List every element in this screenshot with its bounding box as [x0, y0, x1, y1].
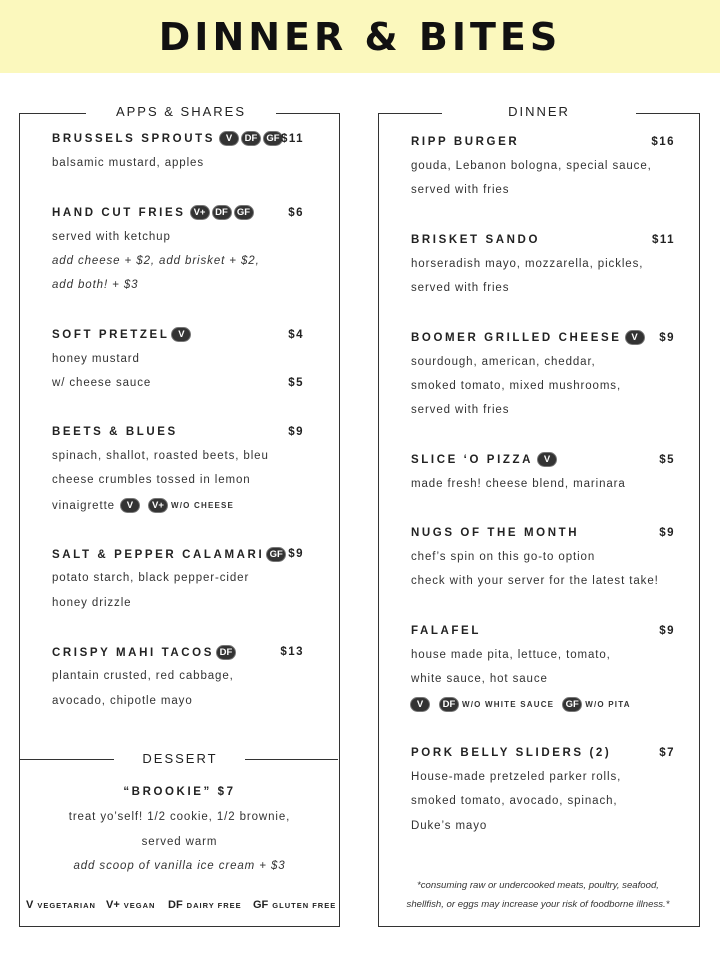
menu-item-name: RIPP BURGER — [411, 136, 520, 148]
menu-item-name: NUGS OF THE MONTH — [411, 527, 580, 539]
menu-item-desc: served with fries — [411, 184, 510, 196]
apps-title: APPS & SHARES — [115, 104, 247, 119]
vegetarian-badge: V — [410, 697, 430, 712]
menu-item-name: BOOMER GRILLED CHEESE V — [411, 330, 645, 345]
legend-gluten-free: GF GLUTEN FREE — [253, 899, 337, 911]
dinner-title: DINNER — [508, 104, 570, 119]
menu-item-price: $7 — [659, 747, 675, 759]
menu-item-desc: check with your server for the latest take! — [411, 575, 659, 587]
menu-item-name: FALAFEL — [411, 625, 481, 637]
vegan-badge: V+ — [148, 498, 168, 513]
menu-item-desc: honey mustard — [52, 353, 140, 365]
menu-item-desc: horseradish mayo, mozzarella, pickles, — [411, 258, 644, 270]
menu-item-name: BEETS & BLUES — [52, 426, 178, 438]
menu-item-name: SOFT PRETZEL V — [52, 327, 191, 342]
menu-item-price: $4 — [288, 329, 304, 341]
dessert-addon: add scoop of vanilla ice cream + $3 — [73, 860, 286, 872]
menu-item-desc: sourdough, american, cheddar, — [411, 356, 596, 368]
vegetarian-badge: V — [120, 498, 140, 513]
menu-item-desc: house made pita, lettuce, tomato, — [411, 649, 611, 661]
falafel-diet-options — [408, 697, 631, 712]
gluten-free-badge: GF — [263, 131, 283, 146]
menu-item-desc: made fresh! cheese blend, marinara — [411, 478, 626, 490]
dairy-free-badge: DF — [216, 645, 236, 660]
dessert-line-right — [245, 759, 338, 760]
menu-item-desc: spinach, shallot, roasted beets, bleu — [52, 450, 269, 462]
menu-item-desc: w/ cheese sauce — [52, 377, 152, 389]
food-safety-notice: shellfish, or eggs may increase your risk of foodborne illness.* — [406, 899, 670, 910]
diet-note: W/O PITA — [585, 700, 631, 709]
menu-item-desc: gouda, Lebanon bologna, special sauce, — [411, 160, 652, 172]
vegetarian-badge: V — [219, 131, 239, 146]
apps-top-line-right — [276, 113, 339, 114]
gluten-free-badge: GF — [266, 547, 286, 562]
vegetarian-badge: V — [171, 327, 191, 342]
menu-item-name: BRISKET SANDO — [411, 234, 541, 246]
legend-vegetarian: V VEGETARIAN — [26, 899, 96, 911]
apps-top-line-left — [19, 113, 86, 114]
menu-item-name: CRISPY MAHI TACOS DF — [52, 645, 236, 660]
menu-item-desc: smoked tomato, avocado, spinach, — [411, 795, 618, 807]
diet-note: W/O CHEESE — [170, 501, 235, 510]
dessert-line-left — [20, 759, 114, 760]
diet-note: W/O WHITE SAUCE — [462, 700, 555, 709]
menu-item-name: HAND CUT FRIES V+ DF GF — [52, 205, 254, 220]
vegetarian-badge: V — [625, 330, 645, 345]
menu-item-name: PORK BELLY SLIDERS (2) — [411, 747, 612, 759]
food-safety-notice: *consuming raw or undercooked meats, poultry, seafood, — [417, 880, 659, 891]
menu-item-price: $9 — [288, 426, 304, 438]
menu-item-price: $11 — [651, 234, 675, 246]
vegan-badge: V+ — [190, 205, 210, 220]
menu-item-price: $6 — [288, 207, 304, 219]
menu-item-desc: chef’s spin on this go-to option — [411, 551, 596, 563]
menu-item-desc: served with fries — [411, 282, 510, 294]
menu-item-addon: add both! + $3 — [52, 279, 139, 291]
vegetarian-badge: V — [537, 452, 557, 467]
dessert-desc: served warm — [141, 836, 218, 848]
menu-item-desc: House-made pretzeled parker rolls, — [411, 771, 622, 783]
gluten-free-badge: GF — [234, 205, 254, 220]
dinner-top-line-left — [378, 113, 442, 114]
menu-title: DINNER & BITES — [158, 14, 562, 59]
menu-item-desc: plantain crusted, red cabbage, — [52, 670, 234, 682]
menu-item-name: SALT & PEPPER CALAMARI GF — [52, 547, 286, 562]
menu-item-desc: served with ketchup — [52, 231, 171, 243]
legend-dairy-free: DF DAIRY FREE — [168, 899, 242, 911]
menu-item-price: $16 — [651, 136, 675, 148]
menu-item-name: BRUSSELS SPROUTS V DF GF — [52, 131, 283, 146]
menu-item-price: $9 — [659, 527, 675, 539]
dessert-item-name: “BROOKIE” $7 — [123, 786, 236, 798]
menu-item-price-option: $5 — [288, 377, 304, 389]
menu-item-desc: balsamic mustard, apples — [52, 157, 204, 169]
menu-item-desc: avocado, chipotle mayo — [52, 695, 193, 707]
dessert-desc: treat yo’self! 1/2 cookie, 1/2 brownie, — [68, 811, 291, 823]
menu-item-price: $11 — [280, 133, 304, 145]
gluten-free-badge: GF — [562, 697, 582, 712]
menu-item-price: $9 — [659, 625, 675, 637]
dairy-free-badge: DF — [439, 697, 459, 712]
menu-item-desc: vinaigrette V V+ W/O CHEESE — [52, 499, 235, 512]
menu-item-price: $5 — [659, 454, 675, 466]
menu-item-desc: honey drizzle — [52, 597, 132, 609]
menu-item-desc: served with fries — [411, 404, 510, 416]
menu-item-price: $9 — [288, 548, 304, 560]
menu-item-name: SLICE ‘O PIZZA V — [411, 452, 557, 467]
dinner-top-line-right — [636, 113, 699, 114]
menu-item-price: $13 — [280, 646, 304, 658]
menu-item-addon: add cheese + $2, add brisket + $2, — [52, 255, 260, 267]
menu-item-price: $9 — [659, 332, 675, 344]
dairy-free-badge: DF — [212, 205, 232, 220]
header-banner — [0, 0, 720, 73]
legend-vegan: V+ VEGAN — [106, 899, 156, 911]
menu-item-desc: Duke’s mayo — [411, 820, 488, 832]
dairy-free-badge: DF — [241, 131, 261, 146]
dessert-title: DESSERT — [142, 751, 218, 766]
menu-item-desc: smoked tomato, mixed mushrooms, — [411, 380, 622, 392]
menu-item-desc: cheese crumbles tossed in lemon — [52, 474, 251, 486]
menu-item-desc: potato starch, black pepper-cider — [52, 572, 250, 584]
menu-item-desc: white sauce, hot sauce — [411, 673, 548, 685]
